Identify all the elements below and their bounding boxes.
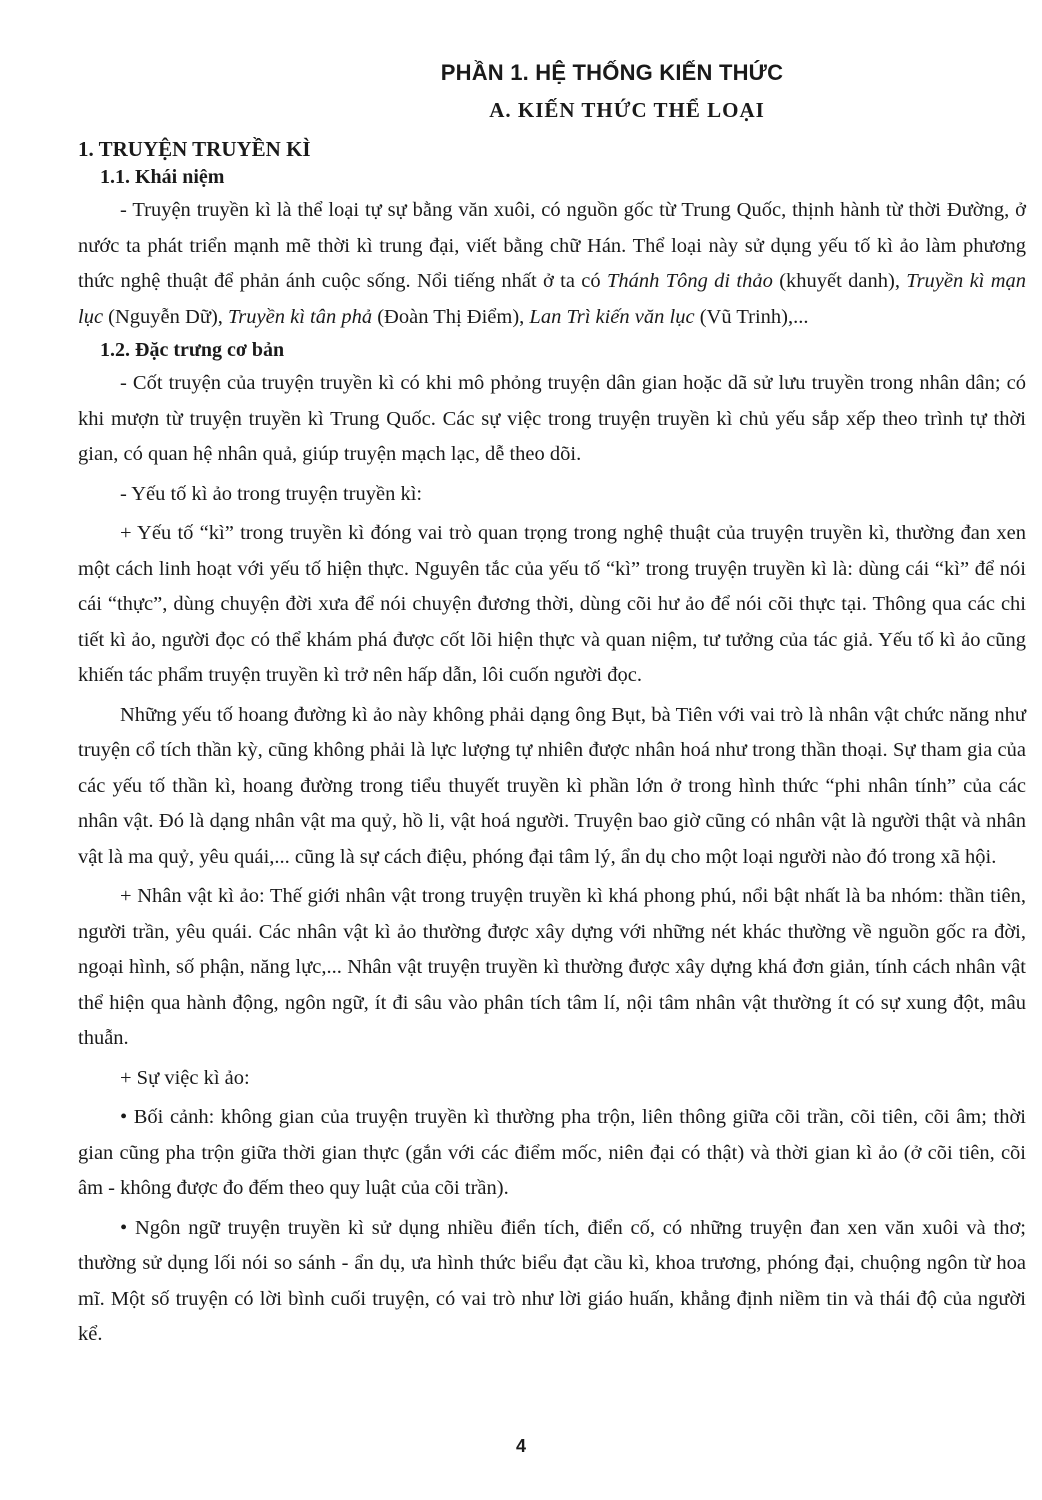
paragraph-definition: - Truyện truyền kì là thể loại tự sự bằng văn xuôi, có nguồn gốc từ Trung Quốc, thịnh hành từ thời Đường, ở nước ta phát triển mạnh mẽ thời kì trung đại, viết bằng chữ Hán. Thể loại này sử dụng yếu tố kì ảo làm phương thức nghệ thuật để phản ánh cuộc sống. Nổi tiếng nhất ở ta có Thánh Tông di thảo (khuyết danh), Truyền kì mạn lục (Nguyễn Dữ), Truyền kì tân phả (Đoàn Thị Điểm), Lan Trì kiến văn lục (Vũ Trinh),... <box>78 199 1026 328</box>
paragraph-characters: + Nhân vật kì ảo: Thế giới nhân vật trong truyện truyền kì khá phong phú, nổi bật nhất là ba nhóm: thần tiên, người trần, yêu quái. Các nhân vật kì ảo thường được xây dựng với những nét khác thường về nguồn gốc ra đời, ngoại hình, số phận, năng lực,... Nhân vật truyện truyền kì thường được xây dựng khá đơn giản, tính cách nhân vật thể hiện qua hành động, ngôn ngữ, ít đi sâu vào phân tích tâm lí, nội tâm nhân vật thường ít có sự xung đột, mâu thuẫn. <box>78 885 1026 1049</box>
work-title: Thánh Tông di thảo <box>606 270 773 292</box>
heading-truyen-truyen-ki: 1. TRUYỆN TRUYỀN KÌ <box>78 137 311 161</box>
paragraph-plot: - Cốt truyện của truyện truyền kì có khi mô phỏng truyện dân gian hoặc dã sử lưu truyền trong nhân dân; có khi mượn từ truyện truyền kì Trung Quốc. Các sự việc trong truyện truyền kì chủ yếu sắp xếp theo trình tự thời gian, có quan hệ nhân quả, giúp truyện mạch lạc, dễ theo dõi. <box>78 372 1026 465</box>
section-title: A. KIẾN THỨC THỂ LOẠI <box>489 98 765 122</box>
work-title: Truyền kì tân phả <box>228 305 373 328</box>
paragraph-fantasy-forms: Những yếu tố hoang đường kì ảo này không phải dạng ông Bụt, bà Tiên với vai trò là nhân vật chức năng như truyện cổ tích thần kỳ, cũng không phải là lực lượng tự nhiên được nhân hoá như trong thần thoại. Sự tham gia của các yếu tố thần kì, hoang đường trong tiểu thuyết truyền kì phần lớn ở trong hình thức “phi nhân tính” của các nhân vật. Đó là dạng nhân vật ma quỷ, hồ li, vật hoá người. Truyện bao giờ cũng có nhân vật là người thật và nhân vật là ma quỷ, yêu quái,... cũng là sự cách điệu, phóng đại tâm lý, ẩn dụ cho một loại người nào đó trong xã hội. <box>78 703 1026 868</box>
work-title: Truyền kì mạn lục <box>78 270 1026 328</box>
paragraph-fantasy-role: + Yếu tố “kì” trong truyền kì đóng vai trò quan trọng trong nghệ thuật của truyện truyền kì, thường đan xen một cách linh hoạt với yếu tố hiện thực. Nguyên tắc của yếu tố “kì” trong truyện truyền kì là: dùng cái “kì” để nói cái “thực”, dùng chuyện đời xưa để nói chuyện đương thời, dùng cõi hư ảo để nói cõi thực tại. Thông qua các chi tiết kì ảo, người đọc có thể khám phá được cốt lõi hiện thực và quan niệm, tư tưởng của tác giả. Yếu tố kì ảo cũng khiến tác phẩm truyện truyền kì trở nên hấp dẫn, lôi cuốn người đọc. <box>78 522 1026 686</box>
work-title: Lan Trì kiến văn lục <box>529 305 695 328</box>
paragraph-setting: • Bối cảnh: không gian của truyện truyền kì thường pha trộn, liên thông giữa cõi trần, cõi tiên, cõi âm; thời gian cũng pha trộn giữa thời gian thực (gắn với các điểm mốc, niên đại có thật) và thời gian kì ảo (ở cõi tiên, cõi âm - không được đo đếm theo quy luật của cõi trần). <box>78 1106 1026 1199</box>
paragraph-events-intro: + Sự việc kì ảo: <box>120 1066 250 1089</box>
page-number: 4 <box>515 1436 526 1456</box>
document-page <box>78 60 1026 1357</box>
subheading-dac-trung: 1.2. Đặc trưng cơ bản <box>100 339 285 361</box>
paragraph-fantasy-intro: - Yếu tố kì ảo trong truyện truyền kì: <box>120 482 423 505</box>
part-title: PHẦN 1. HỆ THỐNG KIẾN THỨC <box>440 60 784 85</box>
paragraph-language: • Ngôn ngữ truyện truyền kì sử dụng nhiều điển tích, điển cố, có những truyện đan xen văn xuôi và thơ; thường sử dụng lối nói so sánh - ẩn dụ, ưa hình thức biểu đạt cầu kì, khoa trương, phóng đại, chuộng ngôn từ hoa mĩ. Một số truyện có lời bình cuối truyện, có vai trò như lời giáo huấn, khẳng định niềm tin và thái độ của người kể. <box>78 1216 1026 1345</box>
subheading-khai-niem: 1.1. Khái niệm <box>100 166 225 188</box>
